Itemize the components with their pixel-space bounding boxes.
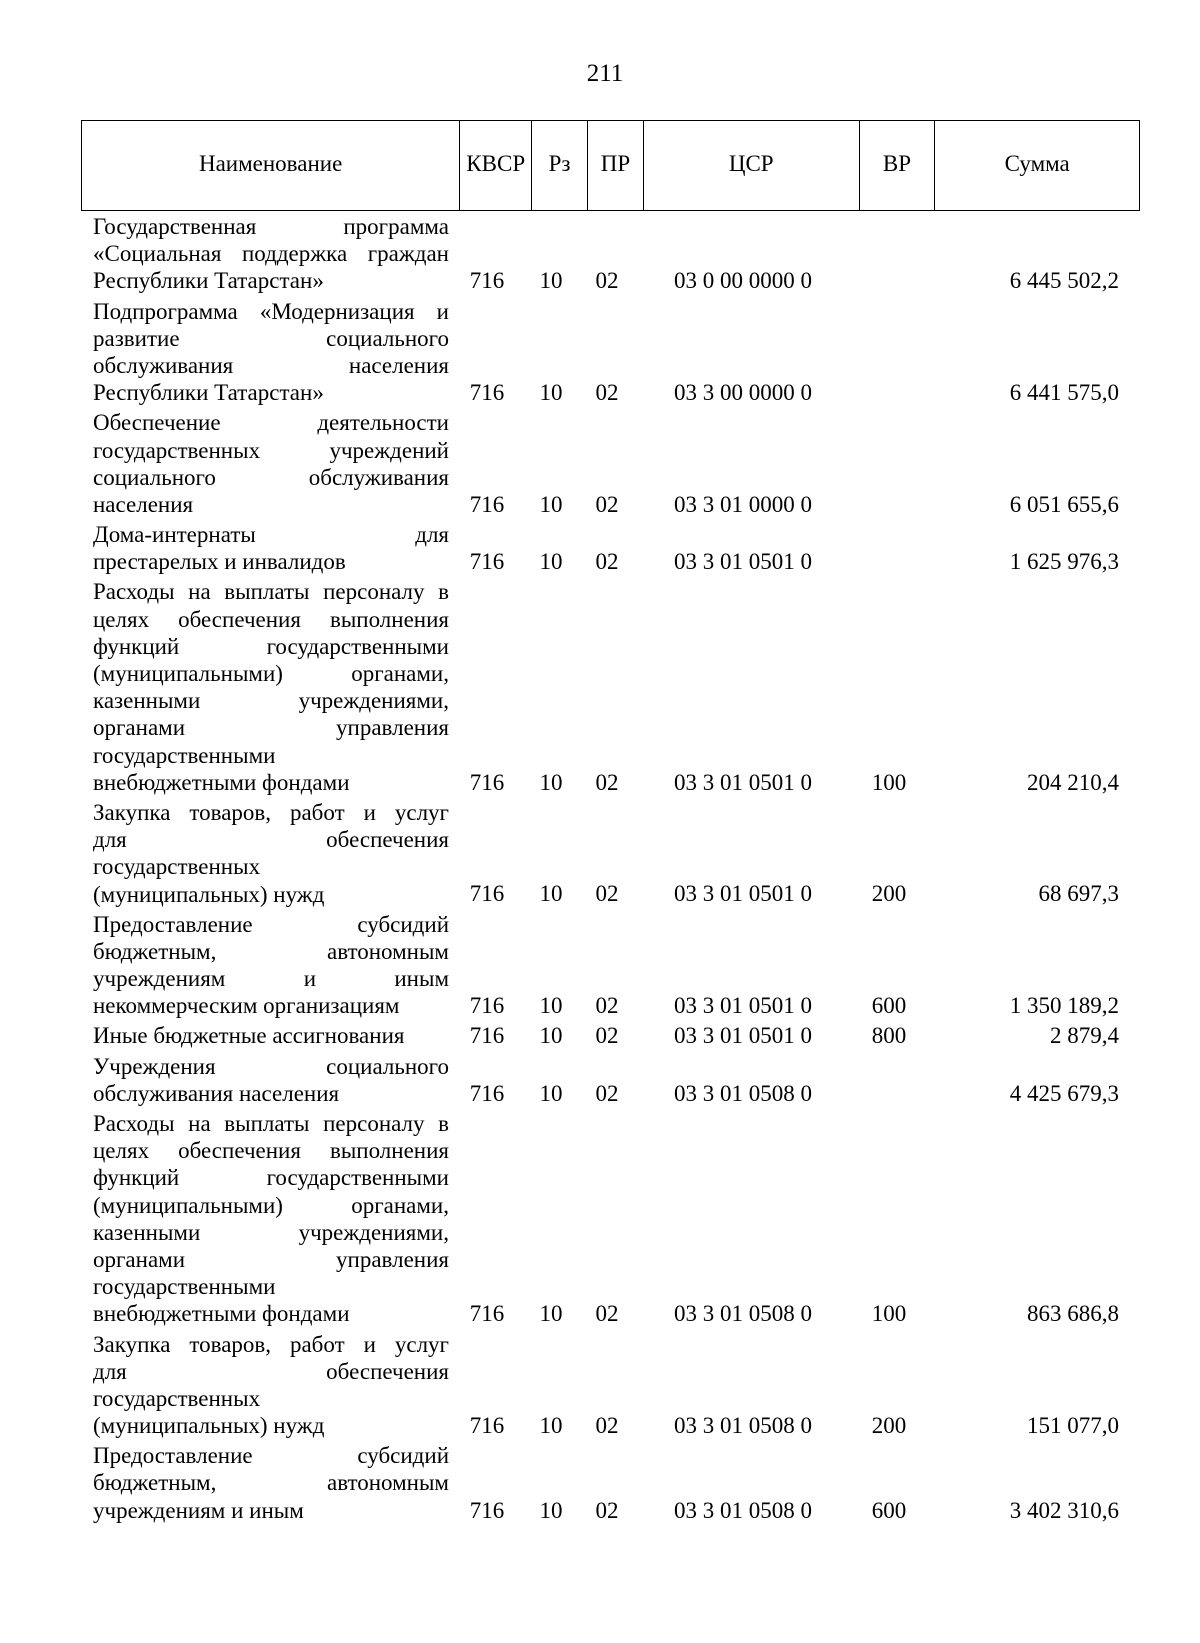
cell-kvsr: 716 [469, 1497, 505, 1523]
cell-kvsr: 716 [469, 1023, 505, 1049]
cell-name [93, 298, 449, 407]
cell-vr: 800 [871, 1023, 907, 1049]
cell-csr: 03 3 01 0501 0 [674, 881, 812, 907]
table-row [0, 1442, 1200, 1524]
cell-name-line: населения [93, 491, 194, 517]
cell-rz: 10 [539, 1301, 563, 1327]
cell-name-line: Закупка товаров, работ и услуг [93, 1331, 449, 1357]
cell-pr: 02 [595, 881, 619, 907]
cell-name-line: (муниципальных) нужд [93, 881, 325, 907]
cell-csr: 03 3 01 0501 0 [674, 993, 812, 1019]
header-csr: ЦСР [644, 121, 860, 210]
cell-name-line: для обеспечения [93, 1358, 449, 1384]
cell-name-line: (муниципальных) нужд [93, 1413, 325, 1439]
cell-vr: 200 [871, 881, 907, 907]
cell-csr: 03 3 01 0000 0 [674, 491, 812, 517]
cell-kvsr: 716 [469, 993, 505, 1019]
table-row [0, 578, 1200, 796]
cell-vr: 200 [871, 1413, 907, 1439]
table-row [0, 213, 1200, 295]
cell-sum: 863 686,8 [1027, 1301, 1119, 1327]
cell-kvsr: 716 [469, 491, 505, 517]
cell-sum: 204 210,4 [1027, 769, 1119, 795]
cell-name-line: внебюджетными фондами [93, 769, 350, 795]
cell-name-line: учреждениям и иным [93, 966, 449, 992]
cell-name [93, 799, 449, 908]
cell-sum: 3 402 310,6 [1009, 1497, 1119, 1523]
cell-name-line: Расходы на выплаты персоналу в [93, 579, 449, 605]
cell-csr: 03 0 00 0000 0 [674, 268, 812, 294]
table-body [0, 213, 1200, 1524]
cell-rz: 10 [539, 1080, 563, 1106]
cell-kvsr: 716 [469, 769, 505, 795]
cell-pr: 02 [595, 268, 619, 294]
cell-sum: 1 350 189,2 [1009, 993, 1119, 1019]
cell-kvsr: 716 [469, 1080, 505, 1106]
cell-rz: 10 [539, 769, 563, 795]
cell-name-line: Республики Татарстан» [93, 268, 324, 294]
cell-name-line: «Социальная поддержка граждан [93, 241, 449, 267]
cell-kvsr: 716 [469, 549, 505, 575]
table-row [0, 298, 1200, 407]
cell-name [93, 409, 449, 518]
cell-name-line: функций государственными [93, 1165, 449, 1191]
table-row [0, 1022, 1200, 1049]
cell-name [93, 911, 449, 1020]
cell-vr: 100 [871, 769, 907, 795]
header-kvsr: КВСР [460, 121, 532, 210]
cell-name-line: учреждениям и иным [93, 1497, 304, 1523]
header-pr: ПР [588, 121, 644, 210]
cell-name-line: развитие социального [93, 325, 449, 351]
cell-csr: 03 3 01 0508 0 [674, 1413, 812, 1439]
cell-csr: 03 3 01 0508 0 [674, 1497, 812, 1523]
cell-csr: 03 3 01 0508 0 [674, 1080, 812, 1106]
cell-name-line: престарелых и инвалидов [93, 549, 346, 575]
cell-sum: 6 441 575,0 [1009, 380, 1119, 406]
cell-name-line: Учреждения социального [93, 1053, 449, 1079]
cell-name-line: казенными учреждениями, [93, 1219, 449, 1245]
cell-name-line: государственных [93, 854, 261, 880]
table-header [81, 120, 1140, 211]
table-row [0, 409, 1200, 518]
cell-kvsr: 716 [469, 881, 505, 907]
cell-name-line: органами управления [93, 1246, 449, 1272]
cell-name-line: Подпрограмма «Модернизация и [93, 298, 449, 324]
cell-name [93, 1110, 449, 1328]
cell-csr: 03 3 01 0508 0 [674, 1301, 812, 1327]
table-row [0, 1331, 1200, 1440]
cell-name-line: государственными [93, 742, 276, 768]
table-row [0, 799, 1200, 908]
cell-name-line: Республики Татарстан» [93, 380, 324, 406]
page-number: 211 [586, 60, 624, 87]
cell-sum: 68 697,3 [1038, 881, 1119, 907]
cell-kvsr: 716 [469, 268, 505, 294]
cell-name-line: Обеспечение деятельности [93, 410, 449, 436]
cell-rz: 10 [539, 549, 563, 575]
cell-csr: 03 3 01 0501 0 [674, 549, 812, 575]
cell-name-line: бюджетным, автономным [93, 1470, 449, 1496]
cell-name-line: Закупка товаров, работ и услуг [93, 799, 449, 825]
cell-name-line: некоммерческим организациям [93, 993, 400, 1019]
header-sum: Сумма [1004, 150, 1070, 176]
cell-sum: 1 625 976,3 [1009, 549, 1119, 575]
cell-name [93, 578, 449, 796]
cell-rz: 10 [539, 491, 563, 517]
header-name: Наименование [82, 121, 460, 210]
cell-name-line: внебюджетными фондами [93, 1301, 350, 1327]
cell-rz: 10 [539, 993, 563, 1019]
cell-name-line: органами управления [93, 715, 449, 741]
cell-csr: 03 3 00 0000 0 [674, 380, 812, 406]
cell-sum: 6 445 502,2 [1009, 268, 1119, 294]
cell-name-line: целях обеспечения выполнения [93, 1138, 449, 1164]
cell-rz: 10 [539, 1413, 563, 1439]
cell-name-line: (муниципальными) органами, [93, 661, 449, 686]
cell-rz: 10 [539, 268, 563, 294]
cell-name-line: Государственная программа [93, 214, 449, 239]
cell-kvsr: 716 [469, 380, 505, 406]
cell-pr: 02 [595, 549, 619, 575]
cell-name-line: функций государственными [93, 633, 449, 659]
cell-rz: 10 [539, 1023, 563, 1049]
table-row [0, 1053, 1200, 1107]
cell-vr: 600 [871, 993, 907, 1019]
cell-rz: 10 [539, 380, 563, 406]
table-row [0, 521, 1200, 575]
cell-csr: 03 3 01 0501 0 [674, 1023, 812, 1049]
cell-name-line: (муниципальными) органами, [93, 1192, 449, 1218]
cell-name-line: государственными [93, 1274, 276, 1300]
cell-name-line: Расходы на выплаты персоналу в [93, 1111, 449, 1137]
cell-csr: 03 3 01 0501 0 [674, 769, 812, 795]
cell-name-line: Иные бюджетные ассигнования [93, 1023, 405, 1049]
cell-vr: 100 [871, 1301, 907, 1327]
cell-rz: 10 [539, 881, 563, 907]
cell-name-line: социального обслуживания [93, 464, 449, 490]
cell-name-line: обслуживания населения [93, 1080, 340, 1106]
cell-kvsr: 716 [469, 1301, 505, 1327]
cell-name [93, 213, 449, 295]
cell-pr: 02 [595, 993, 619, 1019]
cell-name-line: обслуживания населения [93, 352, 449, 378]
cell-pr: 02 [595, 769, 619, 795]
cell-name [93, 521, 449, 575]
cell-kvsr: 716 [469, 1413, 505, 1439]
cell-name-line: государственных учреждений [93, 437, 449, 463]
cell-pr: 02 [595, 1497, 619, 1523]
header-vr: ВР [860, 121, 936, 210]
table-row [0, 1110, 1200, 1328]
cell-rz: 10 [539, 1497, 563, 1523]
cell-sum: 2 879,4 [1050, 1023, 1119, 1049]
cell-name-line: Предоставление субсидий [93, 1443, 449, 1469]
cell-name-line: целях обеспечения выполнения [93, 606, 449, 632]
cell-sum: 6 051 655,6 [1009, 491, 1119, 517]
cell-name [93, 1022, 449, 1049]
cell-name-line: Предоставление субсидий [93, 911, 449, 937]
cell-pr: 02 [595, 380, 619, 406]
cell-sum: 151 077,0 [1027, 1413, 1119, 1439]
table-row [0, 911, 1200, 1020]
cell-sum: 4 425 679,3 [1009, 1080, 1119, 1106]
cell-name-line: государственных [93, 1385, 261, 1411]
cell-name [93, 1442, 449, 1524]
header-rz: Рз [532, 121, 588, 210]
cell-pr: 02 [595, 1023, 619, 1049]
cell-pr: 02 [595, 1413, 619, 1439]
cell-name-line: казенными учреждениями, [93, 688, 449, 714]
cell-pr: 02 [595, 491, 619, 517]
cell-name-line: Дома-интернаты для [93, 522, 449, 548]
cell-name [93, 1331, 449, 1440]
cell-pr: 02 [595, 1080, 619, 1106]
cell-pr: 02 [595, 1301, 619, 1327]
cell-name [93, 1053, 449, 1107]
cell-name-line: для обеспечения [93, 827, 449, 853]
cell-vr: 600 [871, 1497, 907, 1523]
cell-name-line: бюджетным, автономным [93, 938, 449, 964]
